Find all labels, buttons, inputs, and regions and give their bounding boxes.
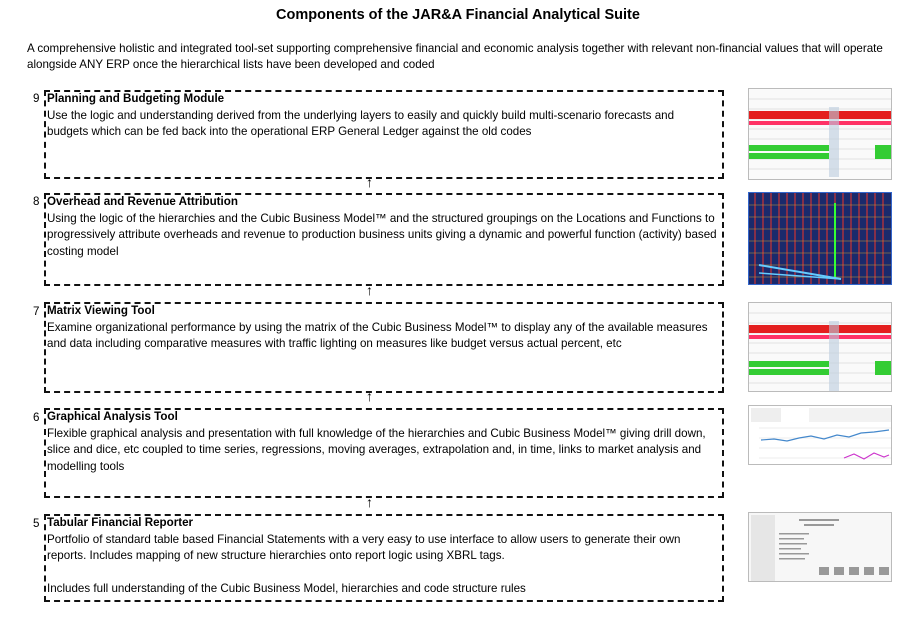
module-text-graphical — [47, 409, 717, 475]
intro-paragraph: A comprehensive holistic and integrated tool-set supporting comprehensive financial and economic analysis together with relevant non-financial values that will operate alongside ANY ERP once the hierarchical lists have been developed and coded — [27, 42, 883, 71]
matrix-grid-icon — [749, 193, 892, 285]
module-heading: Tabular Financial Reporter — [47, 516, 194, 529]
module-description: Flexible graphical analysis and presentation with full knowledge of the hierarchies and Cubic Business Model™ giving drill down, slice and dice, etc coupled to time series, regressions, moving averages, extrapolation and, in time, links to market analysis and modelling tools — [47, 426, 706, 473]
module-number: 5 — [33, 517, 40, 530]
module-heading: Matrix Viewing Tool — [47, 304, 155, 317]
up-arrow-icon: ↑ — [366, 388, 373, 404]
report-thumbnail-icon — [749, 513, 892, 582]
module-text-matrix — [47, 303, 717, 353]
module-number: 8 — [33, 195, 40, 208]
module-text-planning — [47, 91, 717, 141]
up-arrow-icon: ↑ — [366, 282, 373, 298]
planning-thumbnail — [748, 88, 892, 180]
up-arrow-icon: ↑ — [366, 174, 373, 190]
module-heading: Planning and Budgeting Module — [47, 92, 225, 105]
overhead-thumbnail — [748, 192, 892, 285]
module-heading: Overhead and Revenue Attribution — [47, 195, 238, 208]
matrix-thumbnail — [748, 302, 892, 392]
module-description: Portfolio of standard table based Financial Statements with a very easy to use interface to allow users to generate their own reports. Includes mapping of new structure hierarchies onto report logic using XBRL tags. — [47, 532, 681, 562]
line-chart-thumbnail-icon — [749, 406, 892, 465]
module-text-tabular — [47, 515, 717, 597]
module-number: 9 — [33, 92, 40, 105]
module-description: Using the logic of the hierarchies and the Cubic Business Model™ and the structured groupings on the Locations and Functions to progressively attribute overheads and revenue to production business units giving a dynamic and powerful function (activity) based costing model — [47, 211, 717, 258]
module-number: 6 — [33, 411, 40, 424]
tabular-thumbnail — [748, 512, 892, 582]
module-description-note: Includes full understanding of the Cubic Business Model, hierarchies and code structure rules — [47, 581, 526, 595]
module-number: 7 — [33, 305, 40, 318]
module-heading: Graphical Analysis Tool — [47, 410, 178, 423]
module-text-overhead — [47, 194, 717, 260]
spreadsheet-thumbnail-icon — [749, 89, 892, 180]
module-description: Examine organizational performance by using the matrix of the Cubic Business Model™ to display any of the available measures and data including comparative measures with traffic lighting on measures like budget versus actual percent, etc — [47, 320, 708, 350]
spreadsheet-thumbnail-icon — [749, 303, 892, 392]
module-description: Use the logic and understanding derived from the underlying layers to easily and quickly build multi-scenario forecasts and budgets which can be fed back into the operational ERP General Ledger against the old codes — [47, 108, 675, 138]
page-title: Components of the JAR&A Financial Analytical Suite — [276, 7, 640, 23]
up-arrow-icon: ↑ — [366, 494, 373, 510]
graphical-thumbnail — [748, 405, 892, 465]
